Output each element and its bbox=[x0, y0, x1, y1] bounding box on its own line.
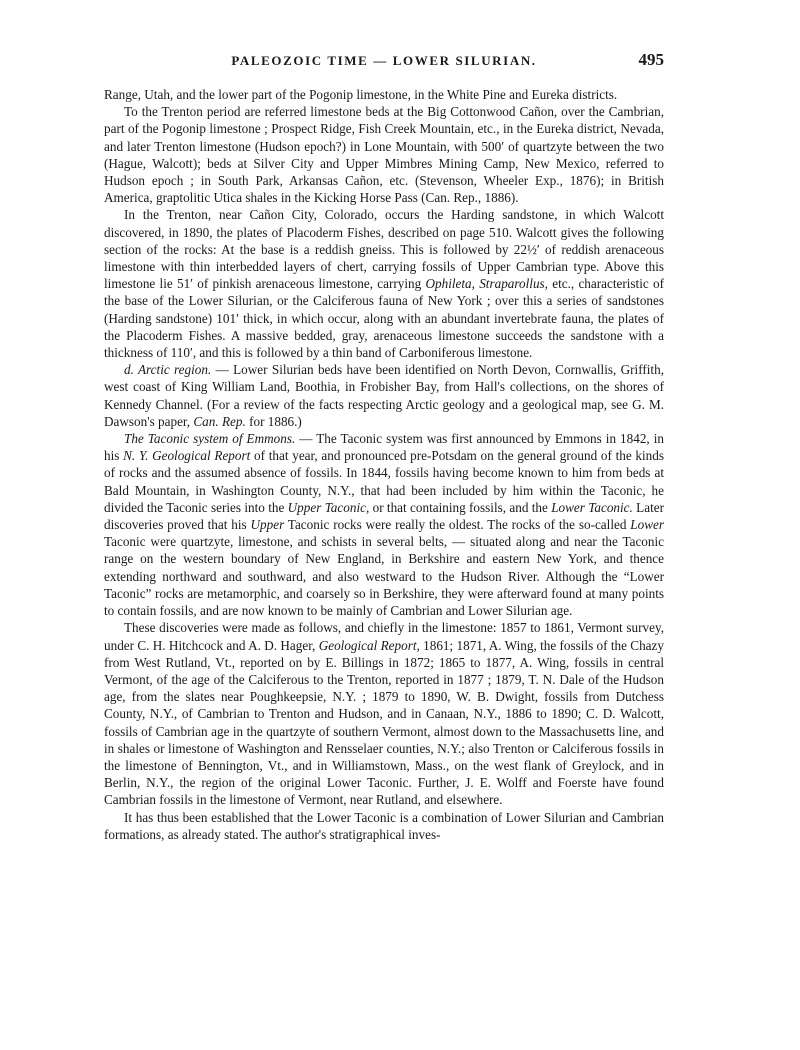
paragraph-text: It has thus been established that the Lower Taconic is a combination of Lower Silurian and Cambrian formations, as already stated. The author's stratigraphical inves- bbox=[104, 809, 664, 842]
italic-term: Lower Taconic. bbox=[551, 499, 633, 515]
paragraph-text: In the Trenton, near Cañon City, Colorado, occurs the Harding sandstone, in which Walcott discovered, in 1890, the plates of Placoderm Fishes, described on page 510. Walcott gives the following section of the rocks: At the base is a reddish gneiss. This is followed by 22½′ of reddish arenaceous limestone with thin interbedded layers of chert, carrying fossils of Upper Cambrian type. Above this limestone lie 51′ of pinkish arenaceous limestone, carrying bbox=[104, 207, 664, 292]
italic-term: Lower bbox=[630, 517, 665, 533]
paragraph-harding-sandstone bbox=[104, 206, 664, 361]
page-number: 495 bbox=[638, 50, 664, 69]
paragraph-text: Range, Utah, and the lower part of the Pogonip limestone, in the White Pine and Eureka districts. bbox=[104, 87, 618, 102]
italic-citation: N. Y. Geological Report bbox=[123, 448, 251, 464]
paragraph-conclusion bbox=[104, 809, 664, 843]
section-heading-arctic: d. Arctic region. bbox=[124, 362, 212, 378]
paragraph-text: These discoveries were made as follows, and chiefly in the limestone: 1857 to 1861, Vermont survey, under C. H. Hitchcock and A. D. Hager, bbox=[104, 620, 664, 653]
paragraph-text: for 1886.) bbox=[245, 413, 302, 429]
paragraph-taconic-system bbox=[104, 430, 664, 619]
paragraph-arctic-region bbox=[104, 361, 664, 430]
paragraph-continuation bbox=[104, 86, 664, 103]
paragraph-trenton-period bbox=[104, 103, 664, 206]
paragraph-text: 1861; 1871, A. Wing, the fossils of the Chazy from West Rutland, Vt., reported on by E. Billings in 1872; 1865 to 1877, A. Wing, fossils in central Vermont, of the age of the Calciferous to the Trenton, reported in 1877 ; 1879, T. N. Dale of the Hudson age, from the slates near Poughkeepsie, N.Y. ; 1879 to 1890, W. B. Dwight, fossils from Dutchess County, N.Y., of Cambrian to Trenton and Hudson, and in Canaan, N.Y., 1886 to 1890; C. D. Walcott, fossils of Cambrian age in the quartzyte of southern Vermont, almost down to the Massachusetts line, and in shales or limestone of Washington and Rensselaer counties, N.Y.; also Trenton or Calciferous fossils in the limestone of Bennington, Vt., and in Williamstown, Mass., on the west flank of Greylock, and in Berlin, N.Y., the region of the original Lower Taconic. Further, J. E. Wolff and Foerste have found Cambrian fossils in the limestone of Vermont, near Rutland, and elsewhere. bbox=[104, 637, 664, 808]
book-page bbox=[104, 50, 664, 843]
italic-term: Upper bbox=[250, 517, 285, 533]
italic-citation: Geological Report, bbox=[318, 637, 420, 653]
body-text bbox=[104, 86, 664, 843]
italic-term: Upper Taconic, bbox=[287, 499, 370, 515]
paragraph-text: of that year, and pronounced pre-Potsdam on the general ground of the kinds of rocks and the assumed absence of fossils. In 1844, fossils having become known to him from beds at Bald Mountain, in Washington County, N.Y., that had been included by him within the Taconic, he divided the Taconic series into the bbox=[104, 448, 664, 515]
paragraph-text: or that containing fossils, and the bbox=[369, 499, 552, 515]
italic-genus-names: Ophileta, Straparollus, bbox=[425, 276, 548, 292]
paragraph-text: Taconic were quartzyte, limestone, and schists in several belts, — situated along and near the Taconic range on the western boundary of New England, in Berkshire and eastern New York, and thence extending northward and southward, and also westward to the Hudson River. Although the “Lower Taconic” rocks are metamorphic, and coarsely so in Berkshire, they were afterward found at many points to contain fossils, and are now known to be mainly of Cambrian and Lower Silurian age. bbox=[104, 534, 664, 619]
paragraph-text: etc., characteristic of the base of the Lower Silurian, or the Calciferous fauna of New York ; over this a series of sandstones (Harding sandstone) 101′ thick, in which occur, along with an abundant invertebrate fauna, the plates of the Placoderm Fishes. A massive bedded, gray, arenaceous limestone succeeds the sandstone with a thickness of 110′, and this is followed by a thin band of Carboniferous limestone. bbox=[104, 276, 664, 361]
running-header bbox=[104, 50, 664, 72]
paragraph-discoveries bbox=[104, 619, 664, 808]
paragraph-text: — The Taconic system was first announced by Emmons in 1842, in his bbox=[104, 431, 664, 464]
paragraph-text: To the Trenton period are referred limestone beds at the Big Cottonwood Cañon, over the Cambrian, part of the Pogonip limestone ; Prospect Ridge, Fish Creek Mountain, etc., in the Eureka district, Nevada, and later Trenton limestone (Hudson epoch?) in Lone Mountain, with 500′ of quartzyte between the two (Hague, Walcott); beds at Silver City and Upper Mimbres Mining Camp, New Mexico, referred to Hudson epoch ; in South Park, Arkansas Cañon, etc. (Stevenson, Wheeler Exp., 1876); in British America, graptolitic Utica shales in the Kicking Horse Pass (Can. Rep., 1886). bbox=[104, 104, 664, 206]
paragraph-text: Later discoveries proved that his bbox=[104, 499, 664, 533]
italic-citation: Can. Rep. bbox=[193, 413, 246, 429]
paragraph-text: Taconic rocks were really the oldest. The rocks of the so-called bbox=[284, 517, 631, 533]
running-title: PALEOZOIC TIME — LOWER SILURIAN. bbox=[231, 53, 537, 68]
section-heading-taconic: The Taconic system of Emmons. bbox=[124, 431, 296, 447]
paragraph-text: — Lower Silurian beds have been identified on North Devon, Cornwallis, Griffith, west coast of King William Land, Boothia, in Frobisher Bay, from Hall's collections, on the shores of Kennedy Channel. (For a review of the facts respecting Arctic geology and a geological map, see G. M. Dawson's paper, bbox=[104, 362, 664, 429]
